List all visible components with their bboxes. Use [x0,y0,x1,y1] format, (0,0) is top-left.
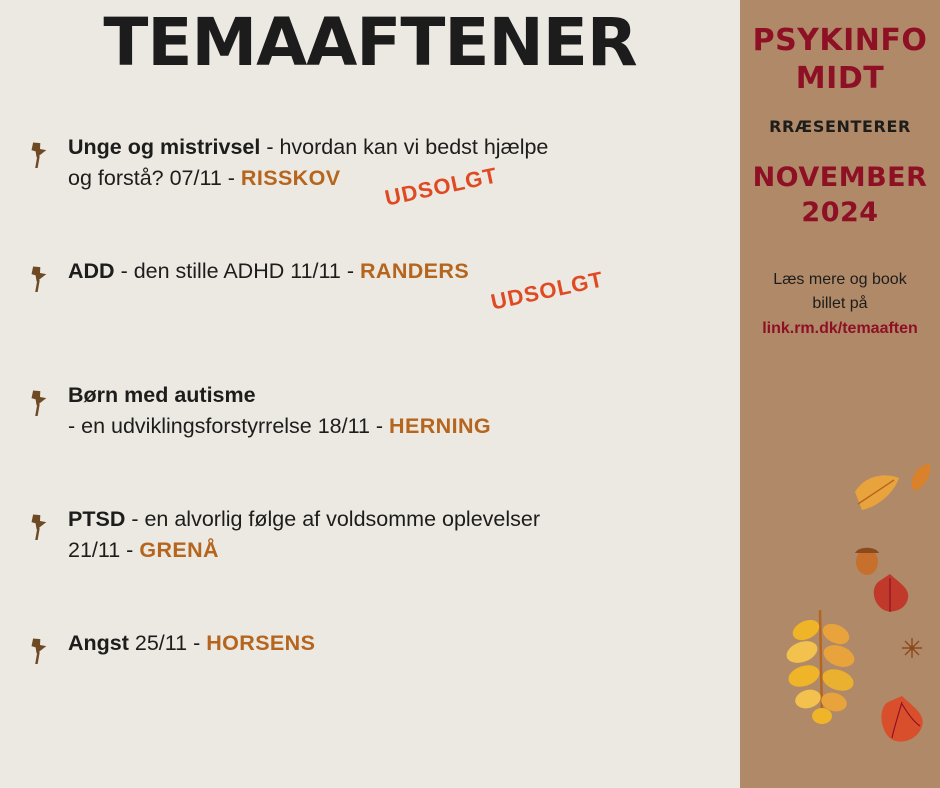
event-title: PTSD [68,507,126,531]
pin-icon [26,138,56,168]
month-label: NOVEMBER [752,162,928,193]
leaf-icon [868,572,912,616]
list-item[interactable] [0,380,740,464]
event-desc: - den stille ADHD 11/11 - [114,259,360,283]
sidebar [740,0,940,788]
brand-line-1: PSYKINFO [752,23,928,58]
event-desc-2: 21/11 - [68,538,140,563]
list-item[interactable] [0,628,740,712]
brand-name [740,22,940,97]
event-text [68,628,724,659]
booking-info-line-2: billet på [812,295,868,313]
leaf-icon [876,694,928,748]
acorn-icon [850,538,884,576]
event-place: HERNING [389,414,491,439]
event-text [68,504,724,566]
event-place: RANDERS [359,259,470,283]
date-block [740,160,940,230]
list-item[interactable] [0,504,740,588]
pin-icon [26,262,56,292]
event-title: ADD [68,259,115,283]
event-place: GRENÅ [139,538,219,563]
booking-info-line-1: Læs mere og book [773,271,907,289]
status-badge-soldout: UDSOLGT [382,162,500,211]
event-title: Angst [68,631,129,655]
list-item[interactable] [0,132,740,216]
event-title: Børn med autisme [68,383,256,407]
event-text [68,380,724,442]
leaf-icon [850,470,904,518]
event-desc-2: og forstå? 07/11 - [68,166,241,191]
event-desc: 25/11 - [128,631,207,655]
leaf-icon [900,636,924,660]
event-desc: - en alvorlig følge af voldsomme oplevelser [125,507,540,531]
brand-line-2: MIDT [795,60,885,96]
event-title: Unge og mistrivsel [68,135,261,159]
pin-icon [26,386,56,416]
pin-icon [26,510,56,540]
pin-icon [26,634,56,664]
page-title: TEMAAFTENER [103,4,637,81]
status-badge-soldout: UDSOLGT [488,266,606,315]
year-label: 2024 [801,197,879,229]
booking-link[interactable]: link.rm.dk/temaaften [762,320,918,338]
list-item[interactable] [0,256,740,340]
event-desc: - hvordan kan vi bedst hjælpe [260,135,549,159]
leaf-icon [778,604,864,724]
event-place: RISSKOV [240,166,341,191]
leaf-icon [908,462,934,492]
presents-label: RRÆSENTERER [769,117,911,136]
booking-info [740,268,940,316]
event-desc-2: - en udviklingsforstyrrelse 18/11 - [68,414,390,439]
event-place: HORSENS [206,631,316,655]
event-list [0,132,740,752]
event-text [68,256,724,287]
